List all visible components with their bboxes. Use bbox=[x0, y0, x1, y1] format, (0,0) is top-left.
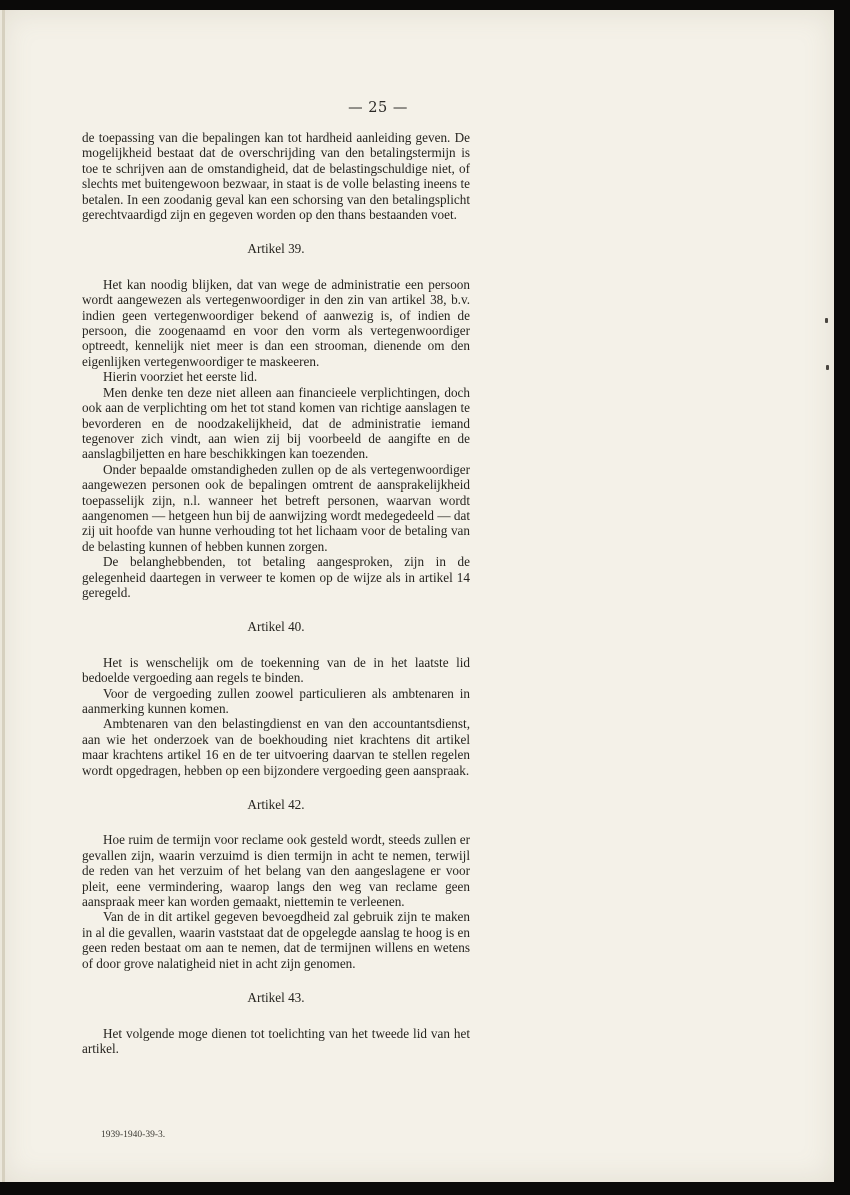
section-artikel-40 bbox=[82, 619, 470, 778]
scan-border-bottom bbox=[0, 1182, 850, 1195]
document-page bbox=[2, 10, 834, 1182]
intro-paragraph: de toepassing van die bepalingen kan tot hardheid aanleiding geven. De mogelijkheid bestaat dat de overschrijding van den betalingstermijn is toe te schrijven aan de omstandigheid, dat de belastingschuldige niet, of slechts met buitengewoon bezwaar, in staat is de volle belasting ineens te betalen. In een zoodanig geval kan een schorsing van den betalingsplicht gerechtvaardigd zijn en gegeven worden op den thans bestaanden voet. bbox=[82, 130, 470, 223]
paragraph: De belanghebbenden, tot betaling aangesproken, zijn in de gelegenheid daartegen in verweer te komen op de wijze als in artikel 14 geregeld. bbox=[82, 554, 470, 600]
section-artikel-39 bbox=[82, 241, 470, 600]
text-column bbox=[82, 130, 470, 1056]
scan-border-top bbox=[0, 0, 850, 10]
paragraph: Van de in dit artikel gegeven bevoegdheid zal gebruik zijn te maken in al die gevallen, waarin vaststaat dat de opgelegde aanslag te hoog is en geen reden bestaat om aan te nemen, dat de termijnen willens en wetens of door grove nalatigheid niet in acht zijn genomen. bbox=[82, 909, 470, 971]
page-edge bbox=[2, 10, 5, 1182]
paragraph: Hierin voorziet het eerste lid. bbox=[103, 369, 258, 385]
print-code: 1939-1940-39-3. bbox=[101, 1130, 166, 1140]
page-number: — 25 — bbox=[348, 100, 408, 116]
section-artikel-42 bbox=[82, 797, 470, 971]
paragraph: Het is wenschelijk om de toekenning van de in het laatste lid bedoelde vergoeding aan regels te binden. bbox=[82, 654, 470, 686]
section-heading: Artikel 42. bbox=[247, 797, 305, 813]
paragraph: Het kan noodig blijken, dat van wege de administratie een persoon wordt aangewezen als vertegenwoordiger in den zin van artikel 38, b.v. indien geen vertegenwoordiger bekend of aanwezig is, of indien de persoon, die zoogenaamd en voor den vorm als vertegenwoordiger optreedt, kennelijk niet meer is dan een strooman, dienende om den eigenlijken vertegenwoordiger te maskeeren. bbox=[82, 276, 470, 369]
paragraph: Het volgende moge dienen tot toelichting van het tweede lid van het artikel. bbox=[82, 1025, 470, 1056]
paragraph: Onder bepaalde omstandigheden zullen op de als vertegenwoordiger aangewezen personen ook de bepalingen omtrent de aansprakelijkheid toepasselijk zijn, n.l. wanneer het betreft personen, waarvan wordt aangenomen — hetgeen hun bij de aanwijzing wordt medegedeeld — dat zij uit hoofde van hunne verhouding tot het lichaam voor de betaling van de belasting kunnen of hebben kunnen zorgen. bbox=[82, 461, 470, 554]
section-heading: Artikel 43. bbox=[247, 990, 305, 1006]
section-heading: Artikel 40. bbox=[247, 619, 305, 635]
paragraph: Men denke ten deze niet alleen aan financieele verplichtingen, doch ook aan de verplichting om het tot stand komen van richtige aanslagen te bevorderen en de noodzakelijkheid, dat de administratie iemand tegenover zich vindt, aan wien zij bij voorbeeld de aangifte en de aanslagbiljetten en hare beschikkingen kan toezenden. bbox=[82, 384, 470, 462]
paragraph: Ambtenaren van den belastingdienst en van den accountantsdienst, aan wie het onderzoek van de boekhouding niet krachtens dit artikel maar krachtens artikel 16 en de ter uitvoering daarvan te stellen regelen wordt opgedragen, hebben op een bijzondere vergoeding geen aanspraak. bbox=[82, 716, 470, 778]
paragraph: Hoe ruim de termijn voor reclame ook gesteld wordt, steeds zullen er gevallen zijn, waarin verzuimd is dien termijn in acht te nemen, terwijl de reden van het verzuim of het belang van den aangeslagene er voor pleit, eene vermindering, waarop langs den weg van reclame geen aanspraak meer kan worden gemaakt, niettemin te verleenen. bbox=[82, 832, 470, 910]
binding-mark bbox=[825, 318, 828, 323]
section-heading: Artikel 39. bbox=[247, 241, 305, 257]
section-artikel-43 bbox=[82, 990, 470, 1056]
scan-border-right bbox=[834, 0, 850, 1195]
paragraph: Voor de vergoeding zullen zoowel particulieren als ambtenaren in aanmerking kunnen komen. bbox=[82, 685, 470, 716]
binding-mark bbox=[826, 365, 829, 370]
